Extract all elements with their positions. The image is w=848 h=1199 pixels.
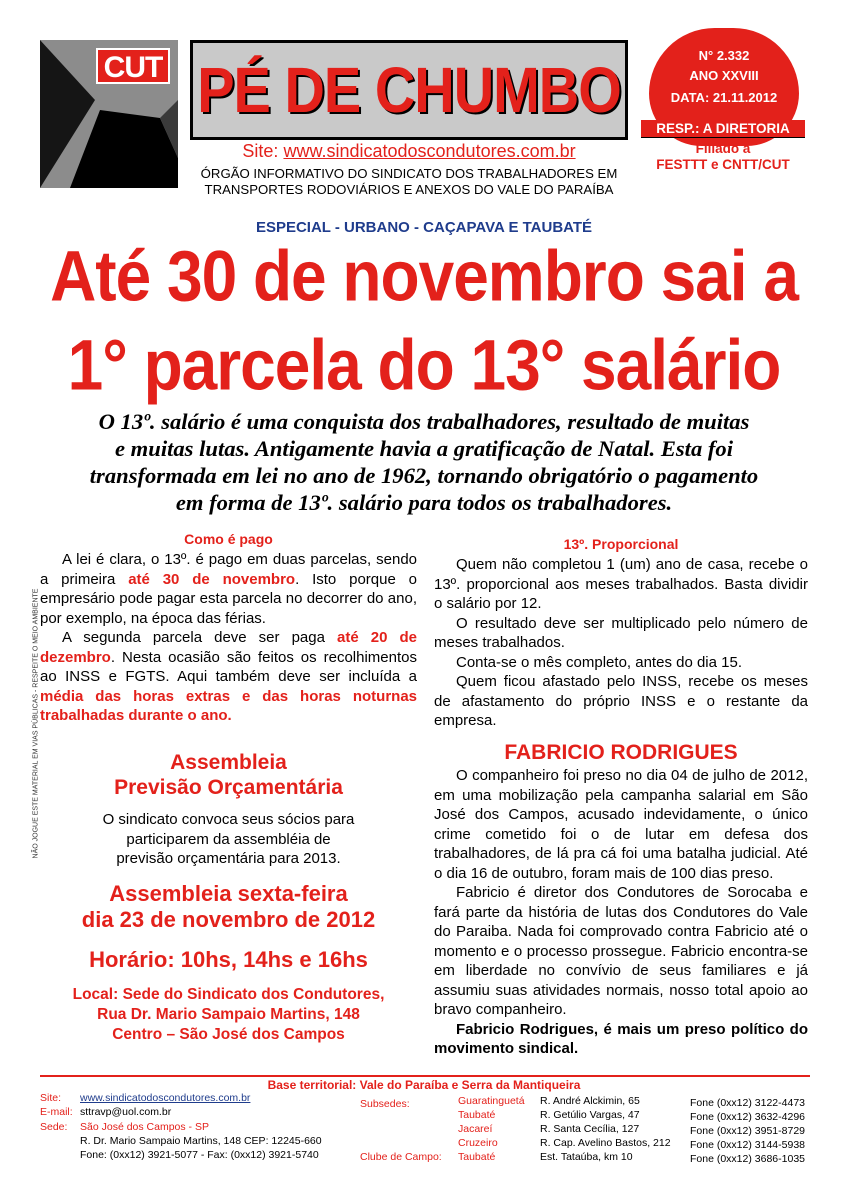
subsede-phone: Fone (0xx12) 3632-4296 [690, 1111, 805, 1123]
proporcional-title: 13º. Proporcional [563, 536, 679, 552]
footer-site-value [80, 1092, 250, 1105]
footer-email-value[interactable]: sttravp@uol.com.br [80, 1106, 172, 1118]
subsede-city: Jacareí [458, 1123, 493, 1135]
como-pago-p2-highlight-2: média das horas extras e das horas noturnas trabalhadas durante o ano. [40, 687, 417, 724]
assembleia-local-1: Local: Sede do Sindicato dos Condutores, [72, 985, 385, 1003]
subsede-city: Guaratinguetá [458, 1095, 525, 1107]
special-edition-label: ESPECIAL - URBANO - CAÇAPAVA E TAUBATÉ [255, 219, 593, 236]
subsede-city: Cruzeiro [458, 1137, 498, 1149]
subsede-address: R. Cap. Avelino Bastos, 212 [540, 1137, 671, 1149]
como-pago-paragraph-2 [40, 628, 417, 726]
footer-sede-phone: Fone: (0xx12) 3921-5077 - Fax: (0xx12) 3921-5740 [80, 1149, 319, 1161]
header-site-link[interactable]: www.sindicatodoscondutores.com.br [283, 141, 576, 161]
cut-logo: CUT [96, 48, 170, 84]
proporcional-paragraph-4: Quem ficou afastado pelo INSS, recebe os meses de afastamento do próprio INSS e o restante da empresa. [434, 673, 808, 729]
footer-email-label: E-mail: [40, 1106, 73, 1118]
footer-sede-city: São José dos Campos - SP [80, 1121, 209, 1133]
header-site-label: Site: [242, 141, 279, 161]
fabricio-paragraph-1: O companheiro foi preso no dia 04 de julho de 2012, em uma mobilização pela campanha salarial em São José dos Campos, acusado indevidamente, o único crime cometido foi o de lutar em defesa dos trabalhadores, de lá pra cá foi uma batalha judicial. Até o dia 16 de outubro, foram mais de 100 dias preso. [434, 767, 808, 882]
assembleia-horario: Horário: 10hs, 14hs e 16hs [89, 946, 368, 972]
issue-year: ANO XXVIII [689, 68, 759, 83]
subsede-phone: Fone (0xx12) 3686-1035 [690, 1153, 805, 1165]
subsede-city: Taubaté [458, 1109, 496, 1121]
como-pago-p1-highlight: até 30 de novembro [128, 570, 296, 588]
fabricio-title: FABRICIO RODRIGUES [504, 741, 738, 764]
cut-logo-block [40, 40, 178, 188]
issue-number: N° 2.332 [698, 48, 750, 63]
headline-line-1: Até 30 de novembro sai a [50, 235, 798, 317]
base-territorial: Base territorial: Vale do Paraíba e Serra da Mantiqueira [267, 1078, 581, 1092]
environment-note-text: NÃO JOGUE ESTE MATERIAL EM VIAS PÚBLICAS - RESPEITE O MEIO AMBIENTE [32, 588, 40, 859]
issue-resp: RESP.: A DIRETORIA [641, 120, 805, 138]
como-pago-section [40, 531, 417, 726]
environment-note [26, 560, 40, 890]
subsede-phone: Fone (0xx12) 3122-4473 [690, 1097, 805, 1109]
subsede-phone: Fone (0xx12) 3144-5938 [690, 1139, 805, 1151]
lead-line-3: transformada em lei no ano de 1962, tornando obrigatório o pagamento [89, 463, 759, 488]
lead-line-1: O 13º. salário é uma conquista dos trabalhadores, resultado de muitas [98, 409, 750, 434]
issue-date: DATA: 21.11.2012 [670, 90, 778, 105]
fabricio-section [434, 740, 808, 1059]
fabricio-paragraph-2: Fabricio é diretor dos Condutores de Sorocaba e fará parte da história de lutas dos Condutores do Vale do Paraiba. Nada foi comprovado contra Fabricio até o momento e o processo prossegue. Fabricio encontra-se em liberdade no convívio de seus familiares e já assumiu suas atividades normais, nosso total apoio ao bravo companheiro. [434, 884, 808, 1018]
subsede-phone: Fone (0xx12) 3951-8729 [690, 1125, 805, 1137]
lead-paragraph [20, 408, 828, 516]
assembleia-text-2: participarem da assembléia de [126, 830, 331, 848]
filiado-block [641, 141, 805, 173]
lead-line-2: e muitas lutas. Antigamente havia a gratificação de Natal. Esta foi [115, 436, 733, 461]
como-pago-p2-text-b: . Nesta ocasião são feitos os recolhimentos ao INSS e FGTS. Aqui também deve ser incluída a [40, 648, 417, 685]
como-pago-p1-text-b: . Isto porque o empresário pode pagar esta parcela no decorrer do ano, por exemplo, na época das férias. [40, 570, 417, 627]
filiado-line-2: FESTTT e CNTT/CUT [656, 157, 790, 172]
proporcional-paragraph-3: Conta-se o mês completo, antes do dia 15. [456, 653, 742, 671]
assembleia-section [40, 750, 417, 1045]
lead-line-4: em forma de 13º. salário para todos os trabalhadores. [175, 490, 673, 515]
como-pago-title: Como é pago [184, 531, 273, 547]
assembleia-title-1: Assembleia [170, 751, 287, 774]
masthead-title: PÉ DE CHUMBO [197, 53, 621, 126]
masthead-box [190, 40, 628, 140]
headline-line-2: 1° parcela do 13° salário [67, 324, 781, 406]
como-pago-p2-text-a: A segunda parcela deve ser paga [62, 629, 337, 646]
proporcional-section [434, 536, 808, 731]
organ-line-2: TRANSPORTES RODOVIÁRIOS E ANEXOS DO VALE DO PARAÍBA [204, 182, 614, 197]
header-site-line [190, 141, 628, 162]
footer-site-link[interactable]: www.sindicatodoscondutores.com.br [80, 1092, 251, 1104]
fabricio-paragraph-3: Fabricio Rodrigues, é mais um preso político do movimento sindical. [434, 1020, 808, 1057]
como-pago-paragraph-1 [40, 550, 417, 628]
subsede-address: R. Getúlio Vargas, 47 [540, 1109, 640, 1121]
footer-sede-label: Sede: [40, 1121, 68, 1133]
assembleia-when-2: dia 23 de novembro de 2012 [81, 906, 376, 932]
subsede-address: Est. Tataúba, km 10 [540, 1151, 633, 1163]
proporcional-paragraph-2: O resultado deve ser multiplicado pelo número de meses trabalhados. [434, 614, 808, 651]
assembleia-local-3: Centro – São José dos Campos [112, 1025, 345, 1043]
proporcional-paragraph-1: Quem não completou 1 (um) ano de casa, recebe o 13º. proporcional aos meses trabalhados. Basta dividir o salário por 12. [434, 556, 808, 612]
como-pago-p2-highlight: até 20 de dezembro [40, 629, 417, 666]
footer-clube-label: Clube de Campo: [360, 1151, 442, 1163]
subsede-address: R. Santa Cecília, 127 [540, 1123, 640, 1135]
como-pago-p1-text-a: A lei é clara, o 13º. é pago em duas parcelas, sendo a primeira [40, 551, 417, 588]
assembleia-title-2: Previsão Orçamentária [114, 776, 343, 799]
footer-site-label: Site: [40, 1092, 62, 1104]
footer-subsedes-label: Subsedes: [360, 1098, 410, 1110]
organ-line-1: ÓRGÃO INFORMATIVO DO SINDICATO DOS TRABALHADORES EM [200, 166, 618, 181]
assembleia-text-1: O sindicato convoca seus sócios para [102, 811, 355, 828]
assembleia-when-1: Assembleia sexta-feira [109, 880, 348, 906]
organ-description [186, 166, 632, 198]
filiado-line-1: Filiado à [695, 141, 751, 156]
assembleia-text-3: previsão orçamentária para 2013. [116, 850, 341, 867]
assembleia-local-2: Rua Dr. Mario Sampaio Martins, 148 [97, 1005, 360, 1023]
subsede-address: R. André Alckimin, 65 [540, 1095, 640, 1107]
subsede-city: Taubaté [458, 1151, 496, 1163]
footer-sede-address: R. Dr. Mario Sampaio Martins, 148 CEP: 12245-660 [80, 1135, 322, 1147]
footer-divider [40, 1075, 810, 1077]
